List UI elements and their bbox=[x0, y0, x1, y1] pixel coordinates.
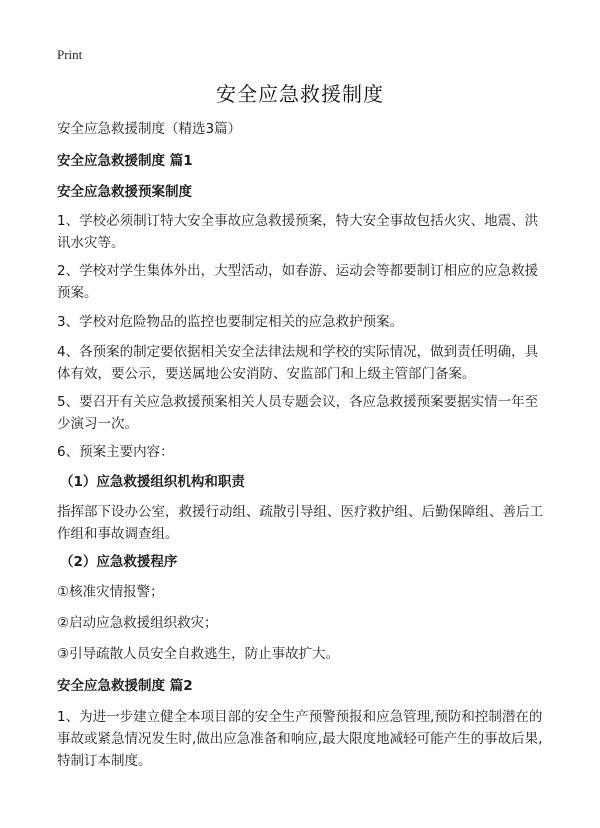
paragraph-6: 6、预案主要内容： bbox=[57, 444, 174, 460]
step-2: ②启动应急救援组织救灾； bbox=[57, 615, 218, 631]
part2-heading: 安全应急救援制度 篇2 bbox=[57, 678, 193, 694]
paragraph-5: 5、要召开有关应急救援预案相关人员专题会议，各应急救援预案要据实情一年至少演习一次。 bbox=[57, 394, 539, 432]
subheading-1: （1）应急救援组织机构和职责 bbox=[60, 474, 245, 490]
part1-heading: 安全应急救援制度 篇1 bbox=[57, 153, 193, 169]
paragraph-8: 1、为进一步建立健全本项目部的安全生产预警预报和应急管理,预防和控制潜在的事故或紧急情况发生时,做出应急准备和响应,最大限度地减轻可能产生的事故后果,特制订本制度。 bbox=[57, 709, 543, 769]
step-3: ③引导疏散人员安全自救逃生，防止事故扩大。 bbox=[57, 646, 340, 662]
print-label: Print bbox=[57, 47, 83, 62]
paragraph-3: 3、学校对危险物品的监控也要制定相关的应急救护预案。 bbox=[57, 314, 404, 330]
paragraph-4: 4、各预案的制定要依据相关安全法律法规和学校的实际情况，做到责任明确，具体有效，要公示，要送属地公安消防、安监部门和上级主管部门备案。 bbox=[57, 344, 539, 382]
step-1: ①核准灾情报警； bbox=[57, 584, 164, 600]
paragraph-7: 指挥部下设办公室，救援行动组、疏散引导组、医疗救护组、后勤保障组、善后工作组和事故调查组。 bbox=[57, 504, 543, 542]
paragraph-1: 1、学校必须制订特大安全事故应急救援预案，特大安全事故包括火灾、地震、洪讯水灾等。 bbox=[57, 213, 539, 251]
paragraph-2: 2、学校对学生集体外出，大型活动，如春游、运动会等都要制订相应的应急救援预案。 bbox=[57, 263, 539, 301]
document-title: 安全应急救援制度 bbox=[216, 82, 384, 106]
subheading-2: （2）应急救援程序 bbox=[60, 554, 178, 570]
document-subtitle: 安全应急救援制度（精选3篇） bbox=[57, 121, 242, 137]
section-heading: 安全应急救援预案制度 bbox=[57, 184, 192, 200]
